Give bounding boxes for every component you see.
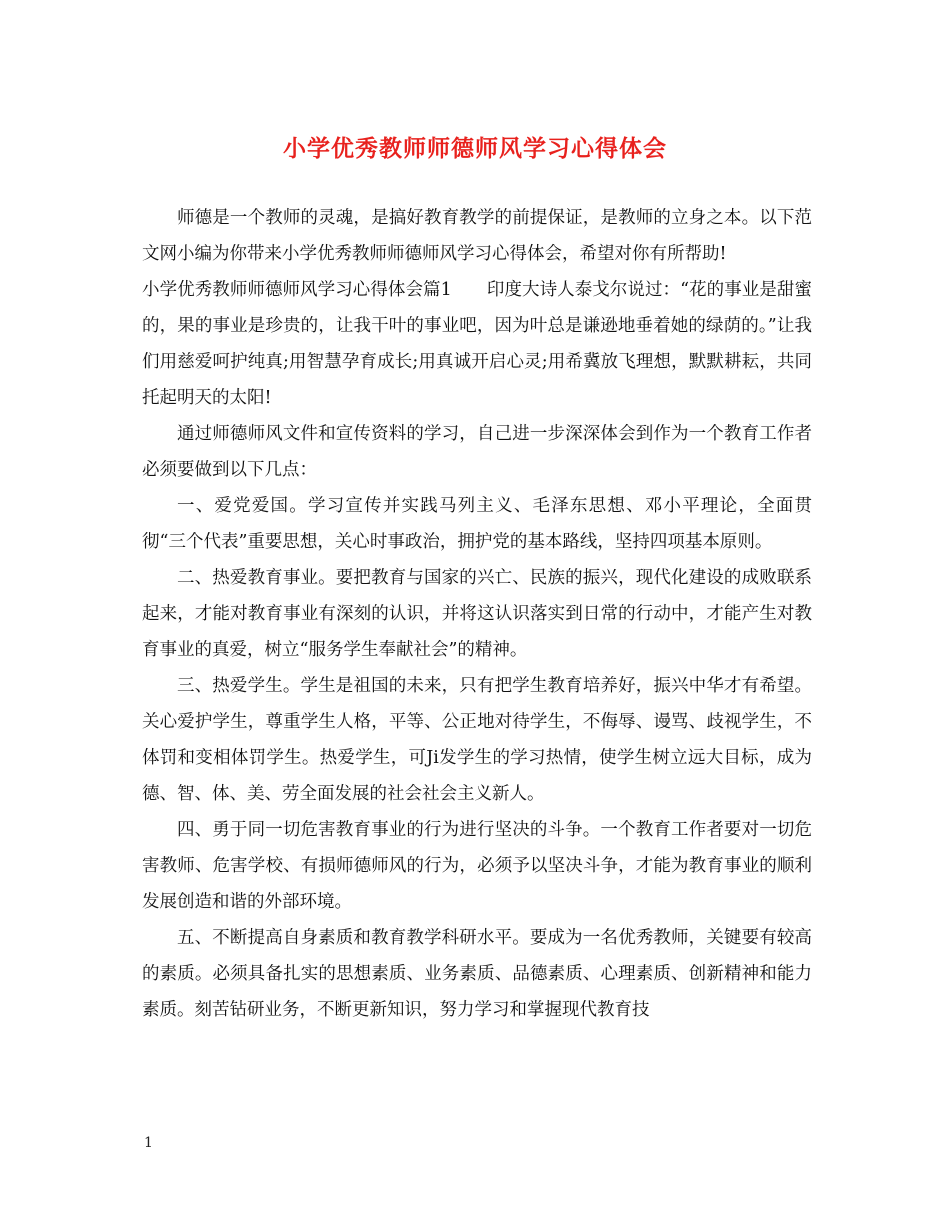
- document-body: [142, 200, 812, 1028]
- paragraph-intro: 师德是一个教师的灵魂，是搞好教育教学的前提保证，是教师的立身之本。以下范文网小编为你带来小学优秀教师师德师风学习心得体会，希望对你有所帮助!: [142, 208, 812, 264]
- page-number: 1: [144, 1135, 153, 1151]
- document-title: 小学优秀教师师德师风学习心得体会: [283, 135, 667, 162]
- paragraph-point-2: 二、热爱教育事业。要把教育与国家的兴亡、民族的振兴，现代化建设的成败联系起来，才能对教育事业有深刻的认识，并将这认识落实到日常的行动中，才能产生对教育事业的真爱，树立“服务学生奉献社会”的精神。: [142, 568, 812, 660]
- paragraph-summary: 通过师德师风文件和宣传资料的学习，自己进一步深深体会到作为一个教育工作者必须要做到以下几点：: [142, 424, 812, 480]
- paragraph-point-1: 一、爱党爱国。学习宣传并实践马列主义、毛泽东思想、邓小平理论，全面贯彻“三个代表”重要思想，关心时事政治，拥护党的基本路线，坚持四项基本原则。: [142, 496, 812, 552]
- paragraph-part1-heading: 小学优秀教师师德师风学习心得体会篇1 印度大诗人泰戈尔说过：“花的事业是甜蜜的，果的事业是珍贵的，让我干叶的事业吧，因为叶总是谦逊地垂着她的绿荫的。”让我们用慈爱呵护纯真;用智慧孕育成长;用真诚开启心灵;用希冀放飞理想，默默耕耘，共同托起明天的太阳!: [142, 280, 812, 408]
- paragraph-point-5: 五、不断提高自身素质和教育教学科研水平。要成为一名优秀教师，关键要有较高的素质。必须具备扎实的思想素质、业务素质、品德素质、心理素质、创新精神和能力素质。刻苦钻研业务，不断更新知识，努力学习和掌握现代教育技: [142, 928, 812, 1020]
- paragraph-point-4: 四、勇于同一切危害教育事业的行为进行坚决的斗争。一个教育工作者要对一切危害教师、危害学校、有损师德师风的行为，必须予以坚决斗争，才能为教育事业的顺利发展创造和谐的外部环境。: [142, 820, 812, 912]
- paragraph-point-3: 三、热爱学生。学生是祖国的未来，只有把学生教育培养好，振兴中华才有希望。关心爱护学生，尊重学生人格，平等、公正地对待学生，不侮辱、谩骂、歧视学生，不体罚和变相体罚学生。热爱学生，可Ji发学生的学习热情，使学生树立远大目标，成为德、智、体、美、劳全面发展的社会社会主义新人。: [142, 676, 812, 804]
